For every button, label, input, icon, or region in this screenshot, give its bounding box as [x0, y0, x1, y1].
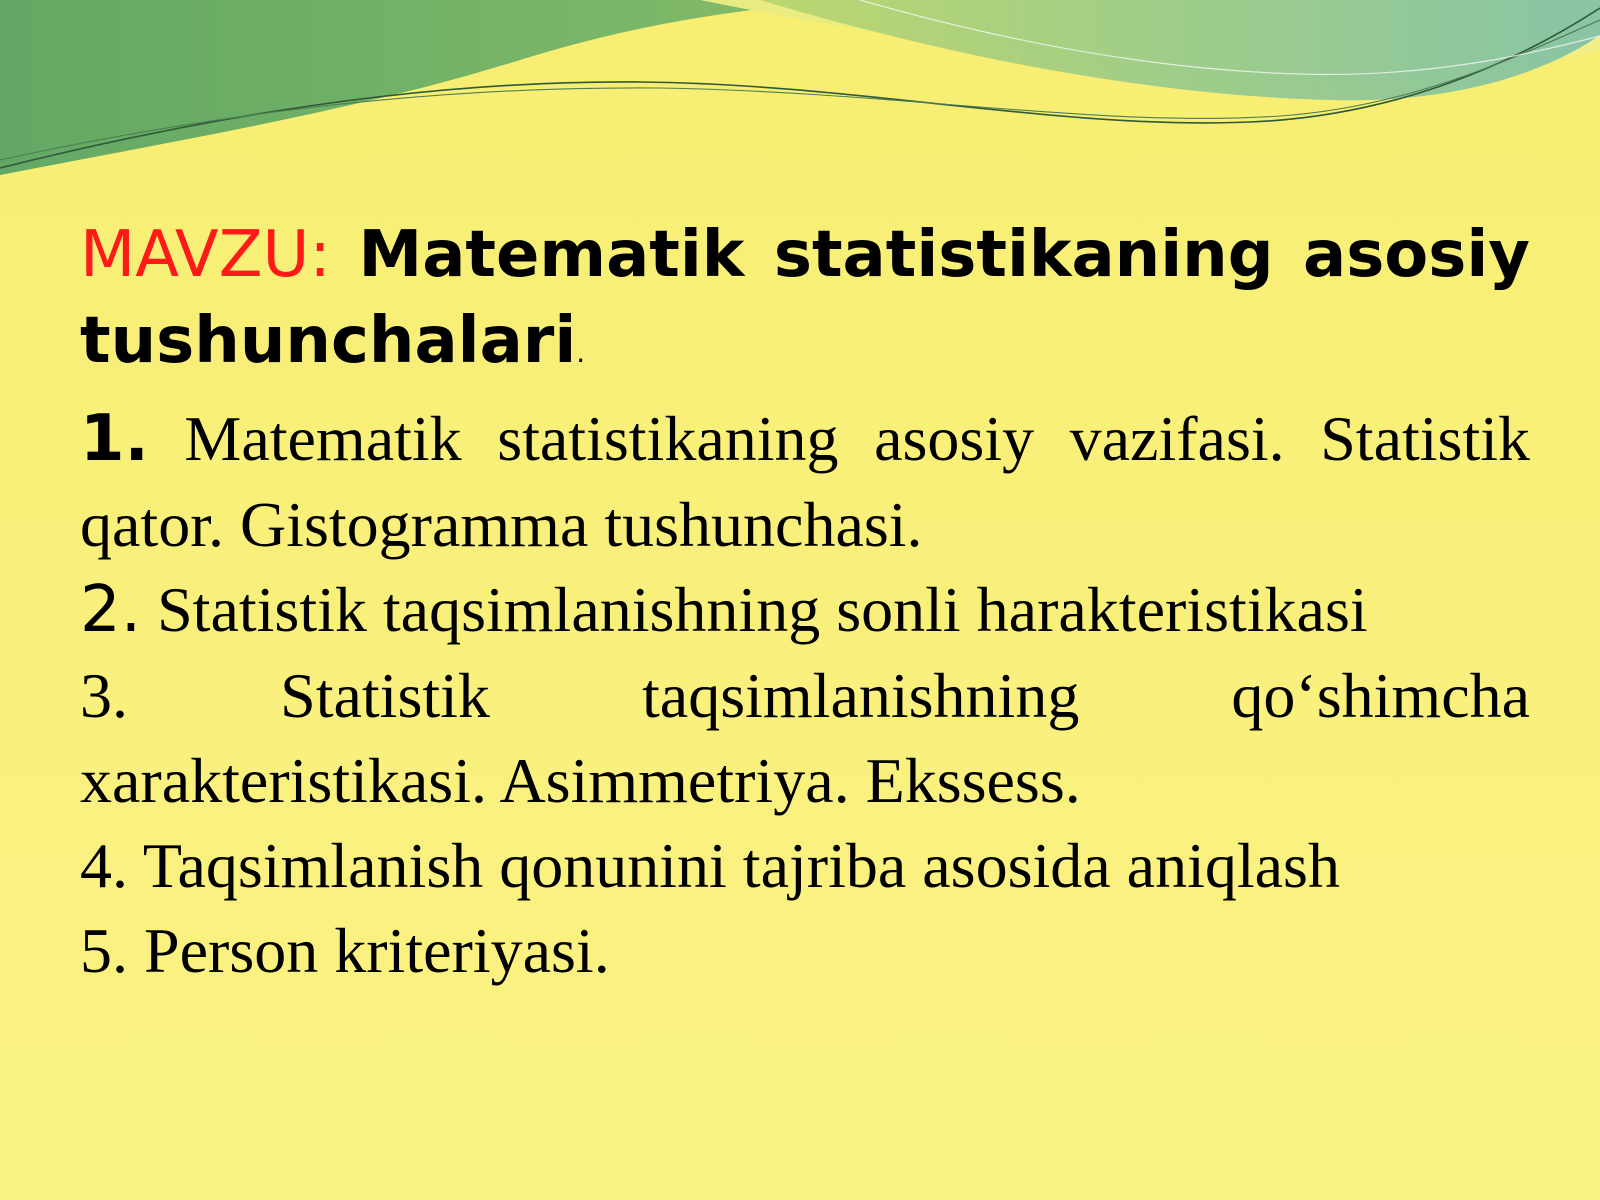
- list-item: [80, 823, 1530, 908]
- list-item-number: 5.: [80, 915, 128, 986]
- list-item-text: Statistik taqsimlanishning sonli harakteristikasi: [157, 574, 1368, 645]
- header-wave-decoration: [0, 0, 1600, 200]
- wave-right: [760, 0, 1600, 100]
- list-item-text: Matematik statistikaning asosiy vazifasi. Statistik qator. Gistogramma tushunchasi.: [80, 403, 1531, 560]
- title-label: MAVZU:: [80, 218, 331, 292]
- list-item-text: Person kriteriyasi.: [144, 915, 610, 986]
- list-item-number: 2.: [80, 573, 142, 647]
- title-text: Matematik statistikaning asosiy tushunchalari: [80, 218, 1530, 378]
- list-item-number: 3.: [80, 660, 128, 731]
- list-item-text: Taqsimlanish qonunini tajriba asosida aniqlash: [142, 830, 1340, 901]
- list-item: [80, 567, 1530, 653]
- slide-title: [80, 212, 1530, 396]
- list-item: [80, 908, 1530, 993]
- list-item-text: Statistik taqsimlanishning qo‘shimcha xarakteristikasi. Asimmetriya. Ekssess.: [80, 660, 1530, 816]
- list-item-number: 4.: [80, 830, 128, 901]
- title-period: .: [576, 336, 586, 369]
- list-item: [80, 396, 1530, 567]
- topic-list: [80, 396, 1530, 993]
- list-item-number: 1.: [80, 402, 149, 476]
- list-item: [80, 653, 1530, 823]
- slide-content: [80, 212, 1530, 993]
